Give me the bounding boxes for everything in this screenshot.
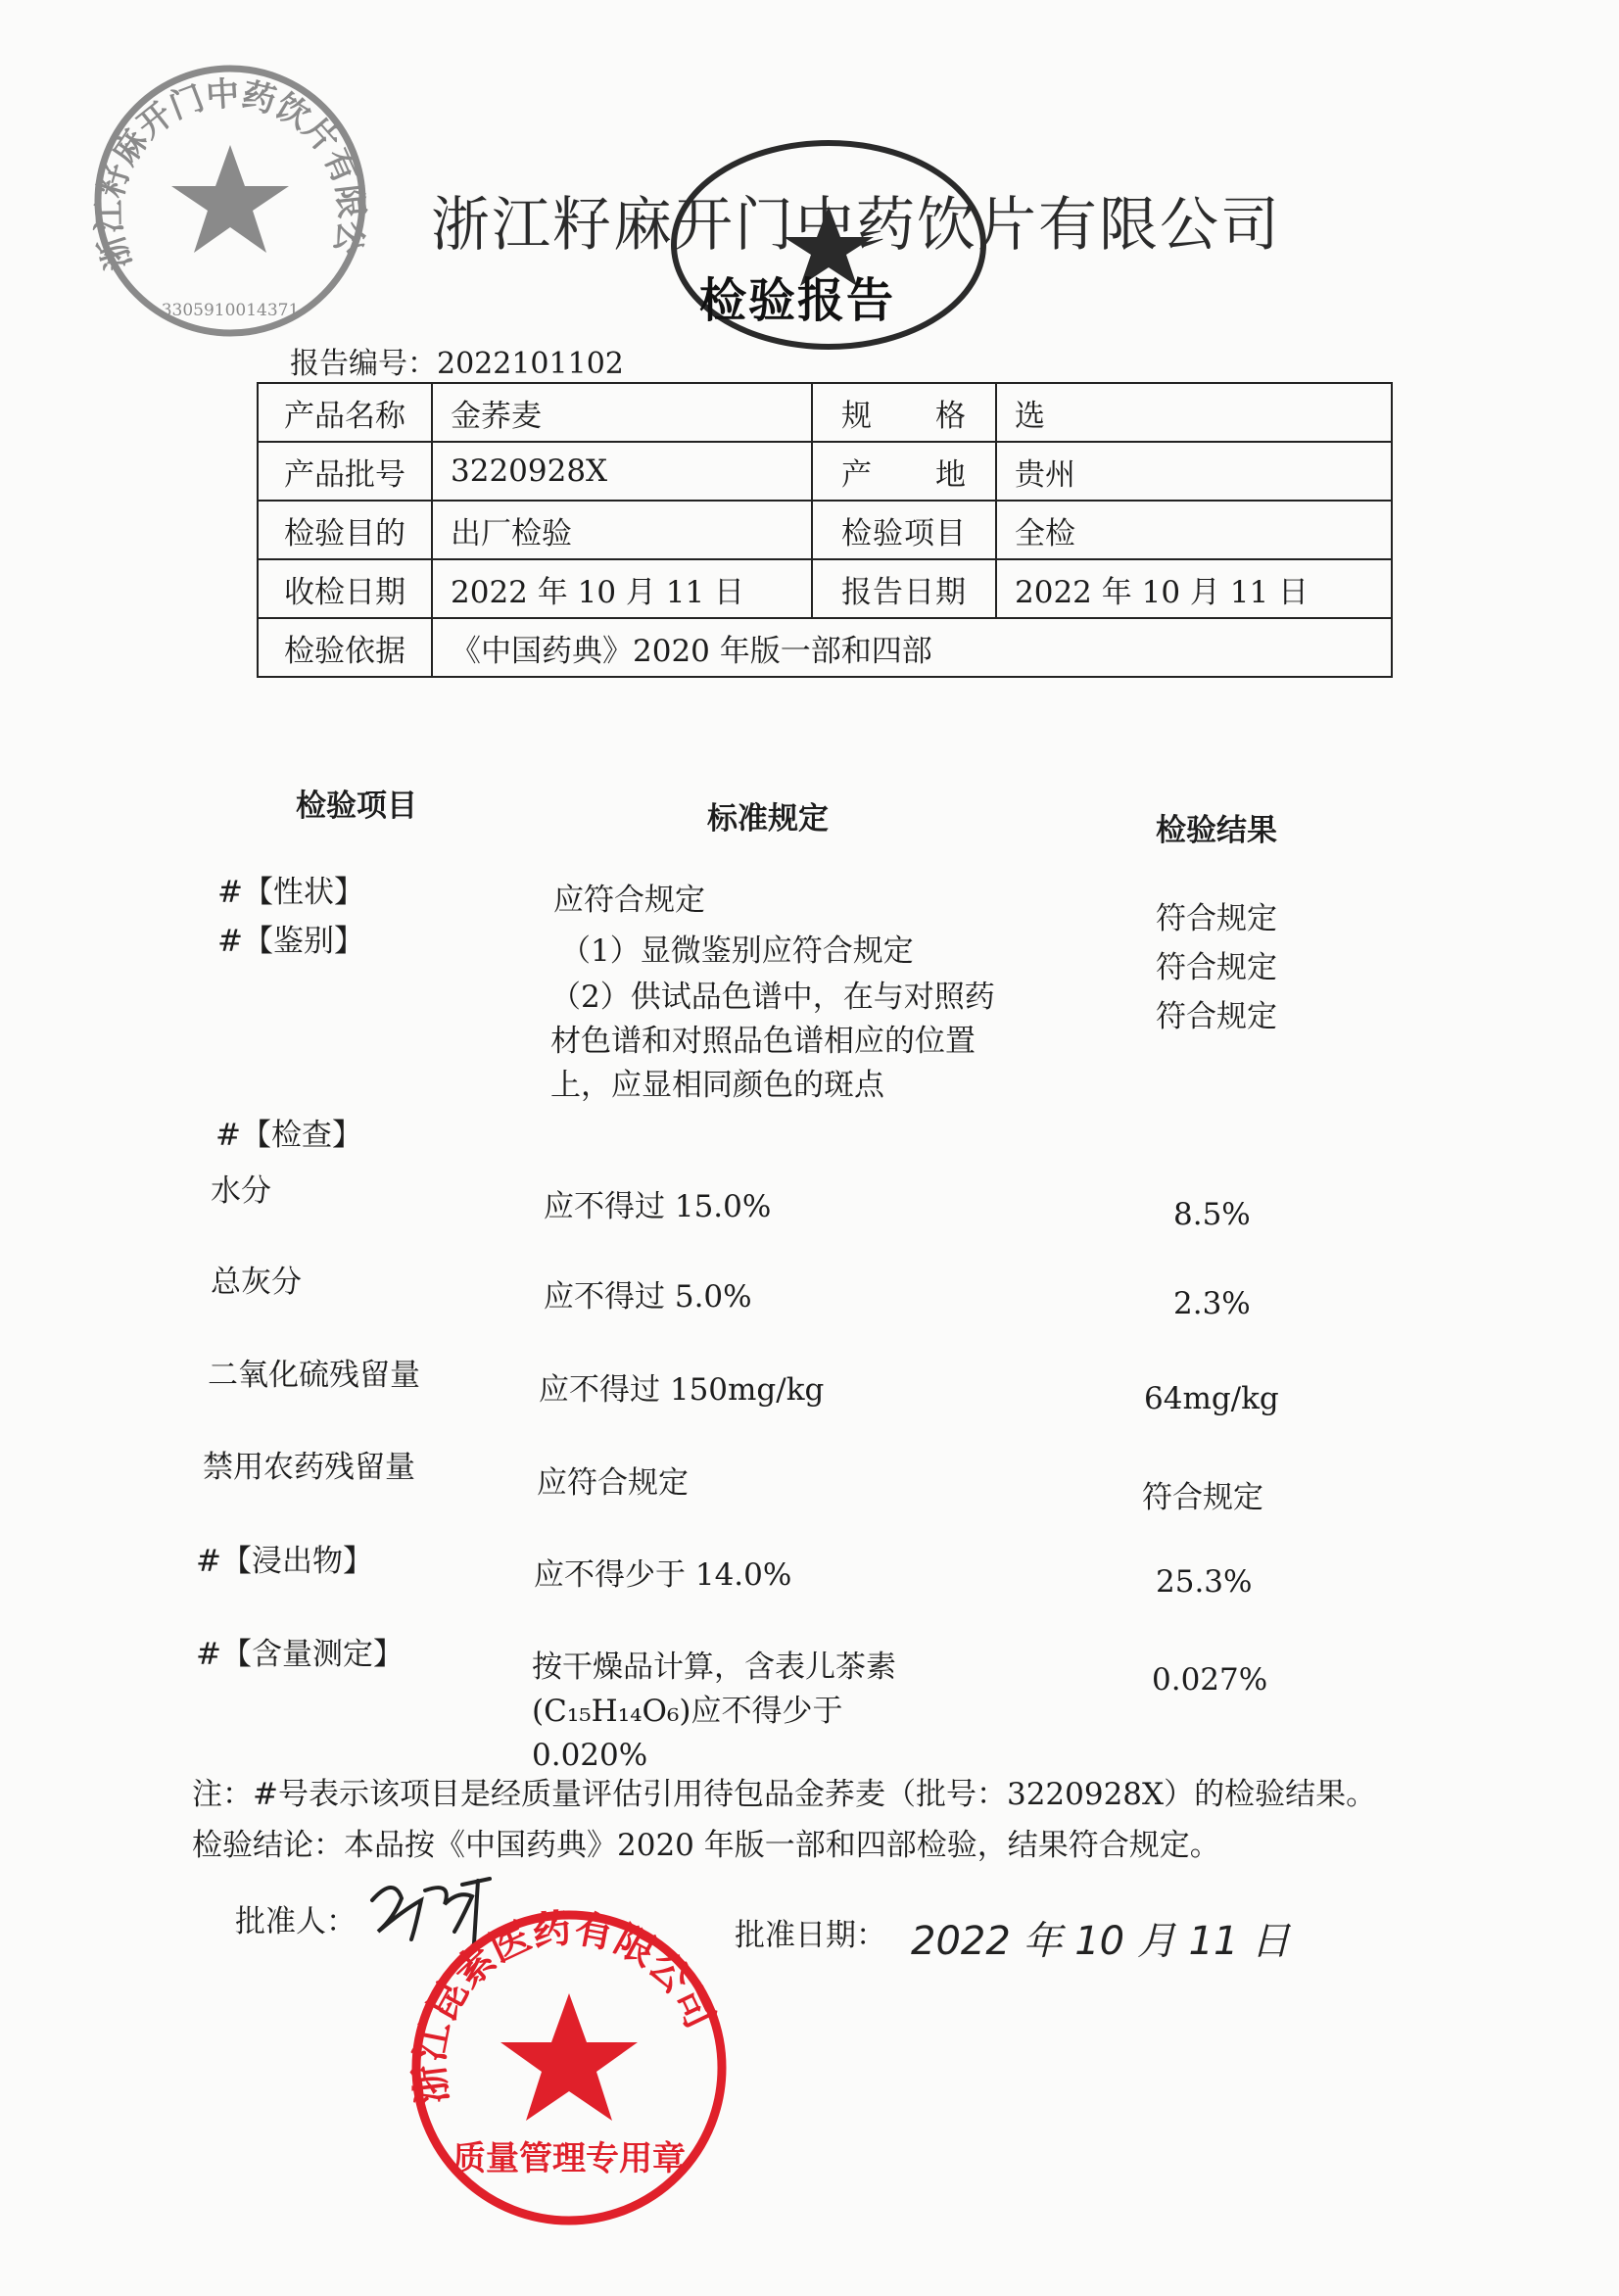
basis-label: 检验依据 <box>258 618 432 677</box>
standard-jianbie-2: （2）供试品色谱中，在与对照药材色谱和对照品色谱相应的位置上，应显相同颜色的斑点 <box>550 980 995 1103</box>
result-jinchuwu: 25.3% <box>1156 1564 1253 1600</box>
origin-label: 产 地 <box>812 442 996 501</box>
table-row <box>258 559 1392 618</box>
result-hanliang: 0.027% <box>1152 1662 1268 1698</box>
product-info-table <box>257 382 1393 678</box>
item-jiancha: #【检查】 <box>215 1118 362 1153</box>
approval-date-handwritten: 2022 年 10 月 11 日 <box>911 1919 1291 1964</box>
header-standard: 标准规定 <box>707 801 829 837</box>
product-name-label: 产品名称 <box>258 383 432 442</box>
report-number: 报告编号：2022101102 <box>290 347 624 381</box>
approval-date-label: 批准日期： <box>735 1918 886 1953</box>
table-row <box>258 383 1392 442</box>
standard-so2: 应不得过 150mg/kg <box>539 1372 825 1408</box>
spec-value: 选 <box>996 383 1392 442</box>
company-seal-gray <box>88 59 372 343</box>
receive-date-label: 收检日期 <box>258 559 432 618</box>
product-name-value: 金荞麦 <box>432 383 812 442</box>
item-shuifen: 水分 <box>211 1173 271 1209</box>
conclusion-text: 检验结论：本品按《中国药典》2020 年版一部和四部检验，结果符合规定。 <box>192 1828 1220 1863</box>
origin-value: 贵州 <box>996 442 1392 501</box>
table-row <box>258 618 1392 677</box>
standard-nongyao: 应符合规定 <box>537 1465 689 1501</box>
item-so2: 二氧化硫残留量 <box>208 1358 420 1393</box>
items-value: 全检 <box>996 501 1392 559</box>
receive-date-value: 2022 年 10 月 11 日 <box>432 559 812 618</box>
seal-gray-code: 3305910014371 <box>161 301 300 320</box>
report-title: 检验报告 <box>699 273 896 328</box>
approver-label: 批准人： <box>235 1904 357 1939</box>
header-result: 检验结果 <box>1156 813 1277 848</box>
spec-label: 规 格 <box>812 383 996 442</box>
item-jinchuwu: #【浸出物】 <box>196 1544 373 1579</box>
item-xingzhuang: #【性状】 <box>217 875 364 910</box>
purpose-value: 出厂检验 <box>432 501 812 559</box>
standard-xingzhuang: 应符合规定 <box>553 883 705 918</box>
result-so2: 64mg/kg <box>1144 1381 1279 1416</box>
header-item: 检验项目 <box>296 789 417 824</box>
report-date-label: 报告日期 <box>812 559 996 618</box>
batch-label: 产品批号 <box>258 442 432 501</box>
seal-red-sub: 质量管理专用章 <box>452 2139 686 2178</box>
note-text: 注：#号表示该项目是经质量评估引用待包品金荞麦（批号：3220928X）的检验结果。 <box>192 1777 1377 1812</box>
item-jianbie: #【鉴别】 <box>217 924 364 959</box>
item-hanliang: #【含量测定】 <box>196 1637 404 1672</box>
quality-seal-red <box>406 1905 732 2230</box>
standard-jianbie-1: （1）显微鉴别应符合规定 <box>560 933 914 969</box>
seal-gray-text: 浙江籽麻开门中药饮片有限公 <box>89 73 372 275</box>
items-label: 检验项目 <box>812 501 996 559</box>
standard-jinchuwu: 应不得少于 14.0% <box>534 1557 792 1593</box>
result-jianbie-2: 符合规定 <box>1156 999 1277 1034</box>
standard-shuifen: 应不得过 15.0% <box>544 1189 772 1224</box>
company-name: 浙江籽麻开门中药饮片有限公司 <box>431 191 1281 260</box>
result-jianbie-1: 符合规定 <box>1156 950 1277 985</box>
item-zonghuifen: 总灰分 <box>211 1265 302 1300</box>
report-date-value: 2022 年 10 月 11 日 <box>996 559 1392 618</box>
result-shuifen: 8.5% <box>1173 1197 1251 1232</box>
standard-zonghuifen: 应不得过 5.0% <box>544 1279 752 1315</box>
table-row <box>258 442 1392 501</box>
result-nongyao: 符合规定 <box>1142 1480 1263 1515</box>
basis-value: 《中国药典》2020 年版一部和四部 <box>432 618 1392 677</box>
purpose-label: 检验目的 <box>258 501 432 559</box>
result-zonghuifen: 2.3% <box>1173 1286 1251 1321</box>
result-xingzhuang: 符合规定 <box>1156 901 1277 936</box>
standard-hanliang: 按干燥品计算，含表儿茶素(C₁₅H₁₄O₆)应不得少于 0.020% <box>532 1650 896 1773</box>
table-row <box>258 501 1392 559</box>
batch-value: 3220928X <box>432 442 812 501</box>
seal-red-text: 浙江昆素医药有限公司 <box>406 1905 724 2107</box>
item-nongyao: 禁用农药残留量 <box>203 1450 415 1485</box>
